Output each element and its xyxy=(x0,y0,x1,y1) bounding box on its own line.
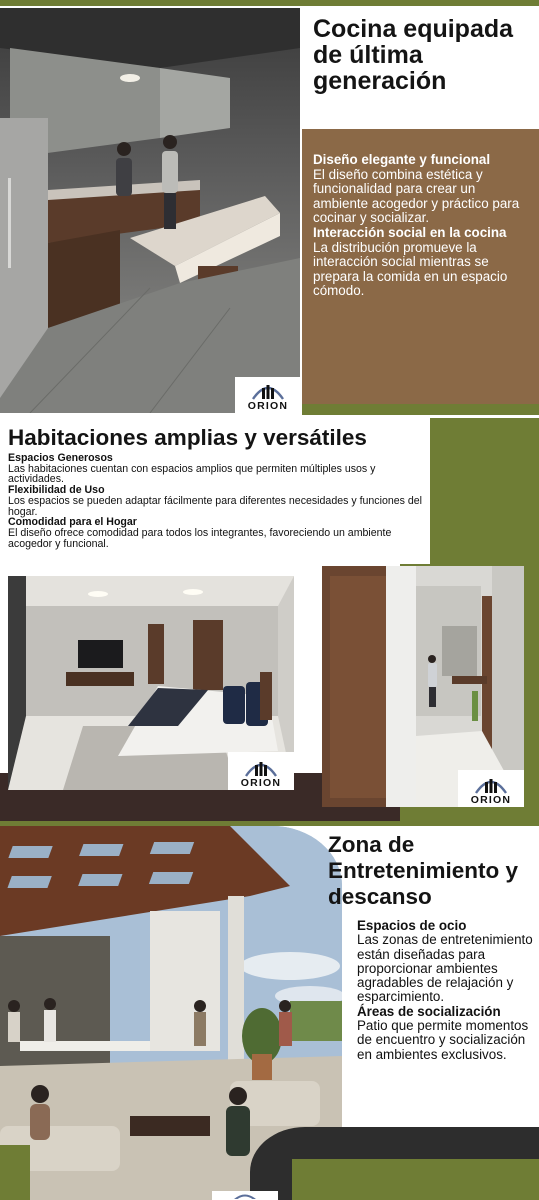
rooms-title: Habitaciones amplias y versátiles xyxy=(8,425,367,450)
rooms-feature-heading: Flexibilidad de Uso xyxy=(8,484,105,497)
rooms-feature-body: Las habitaciones cuentan con espacios amplios que permiten múltiples usos y actividades. xyxy=(8,462,376,486)
orion-logo-icon xyxy=(244,756,278,778)
kitchen-feature-body: El diseño combina estética y funcionalidad para crear un ambiente acogedor y práctico para cocinar y socializar. xyxy=(313,166,520,226)
rooms-feature-heading: Comodidad para el Hogar xyxy=(8,516,137,529)
rooms-feature-heading: Espacios Generosos xyxy=(8,452,113,464)
orion-logo-text: ORION xyxy=(470,794,512,806)
entertainment-title: Zona de Entretenimiento y descanso xyxy=(328,832,519,909)
entertainment-feature-heading: Espacios de ocio xyxy=(357,918,467,933)
orion-logo xyxy=(235,377,301,413)
top-accent-bar xyxy=(0,0,539,6)
orion-logo xyxy=(458,770,524,807)
kitchen-render-image xyxy=(0,8,300,413)
rooms-feature-body: Los espacios se pueden adaptar fácilmente para diferentes necesidades y funciones del hogar. xyxy=(8,494,423,518)
kitchen-title: Cocina equipada de última generación xyxy=(313,15,514,95)
entertainment-feature-heading: Áreas de socialización xyxy=(357,1003,501,1019)
kitchen-feature-heading: Interacción social en la cocina xyxy=(313,224,507,240)
entertainment-feature-body: Las zonas de entretenimiento están diseñadas para proporcionar ambientes agradables de relajación y esparcimiento. xyxy=(357,932,533,1005)
kitchen-feature-heading: Diseño elegante y funcional xyxy=(313,152,491,167)
orion-logo-partial xyxy=(212,1191,278,1200)
orion-logo-icon xyxy=(228,1192,262,1199)
kitchen-feature-body: La distribución promueve la interacción social mientras se prepara la comida en un espacio cómodo. xyxy=(313,239,508,299)
rooms-accent-block xyxy=(430,418,539,564)
rooms-features xyxy=(8,453,423,549)
entertainment-feature-body: Patio que permite momentos de encuentro y socialización en ambientes exclusivos. xyxy=(357,1018,529,1062)
orion-logo-text: ORION xyxy=(240,777,282,789)
rooms-feature-body: El diseño ofrece comodidad para todos los integrantes, favoreciendo un ambiente acogedor y funcional. xyxy=(8,526,392,550)
kitchen-features xyxy=(313,153,531,299)
orion-logo-text: ORION xyxy=(247,400,289,412)
entertainment-left-accent xyxy=(0,1145,30,1200)
entertainment-green-box xyxy=(292,1159,539,1200)
orion-logo-icon xyxy=(251,379,285,401)
orion-logo-icon xyxy=(474,773,508,795)
kitchen-accent-strip xyxy=(302,404,539,415)
kitchen-illustration xyxy=(0,8,300,413)
entertainment-features xyxy=(357,919,535,1062)
orion-logo xyxy=(228,752,294,790)
